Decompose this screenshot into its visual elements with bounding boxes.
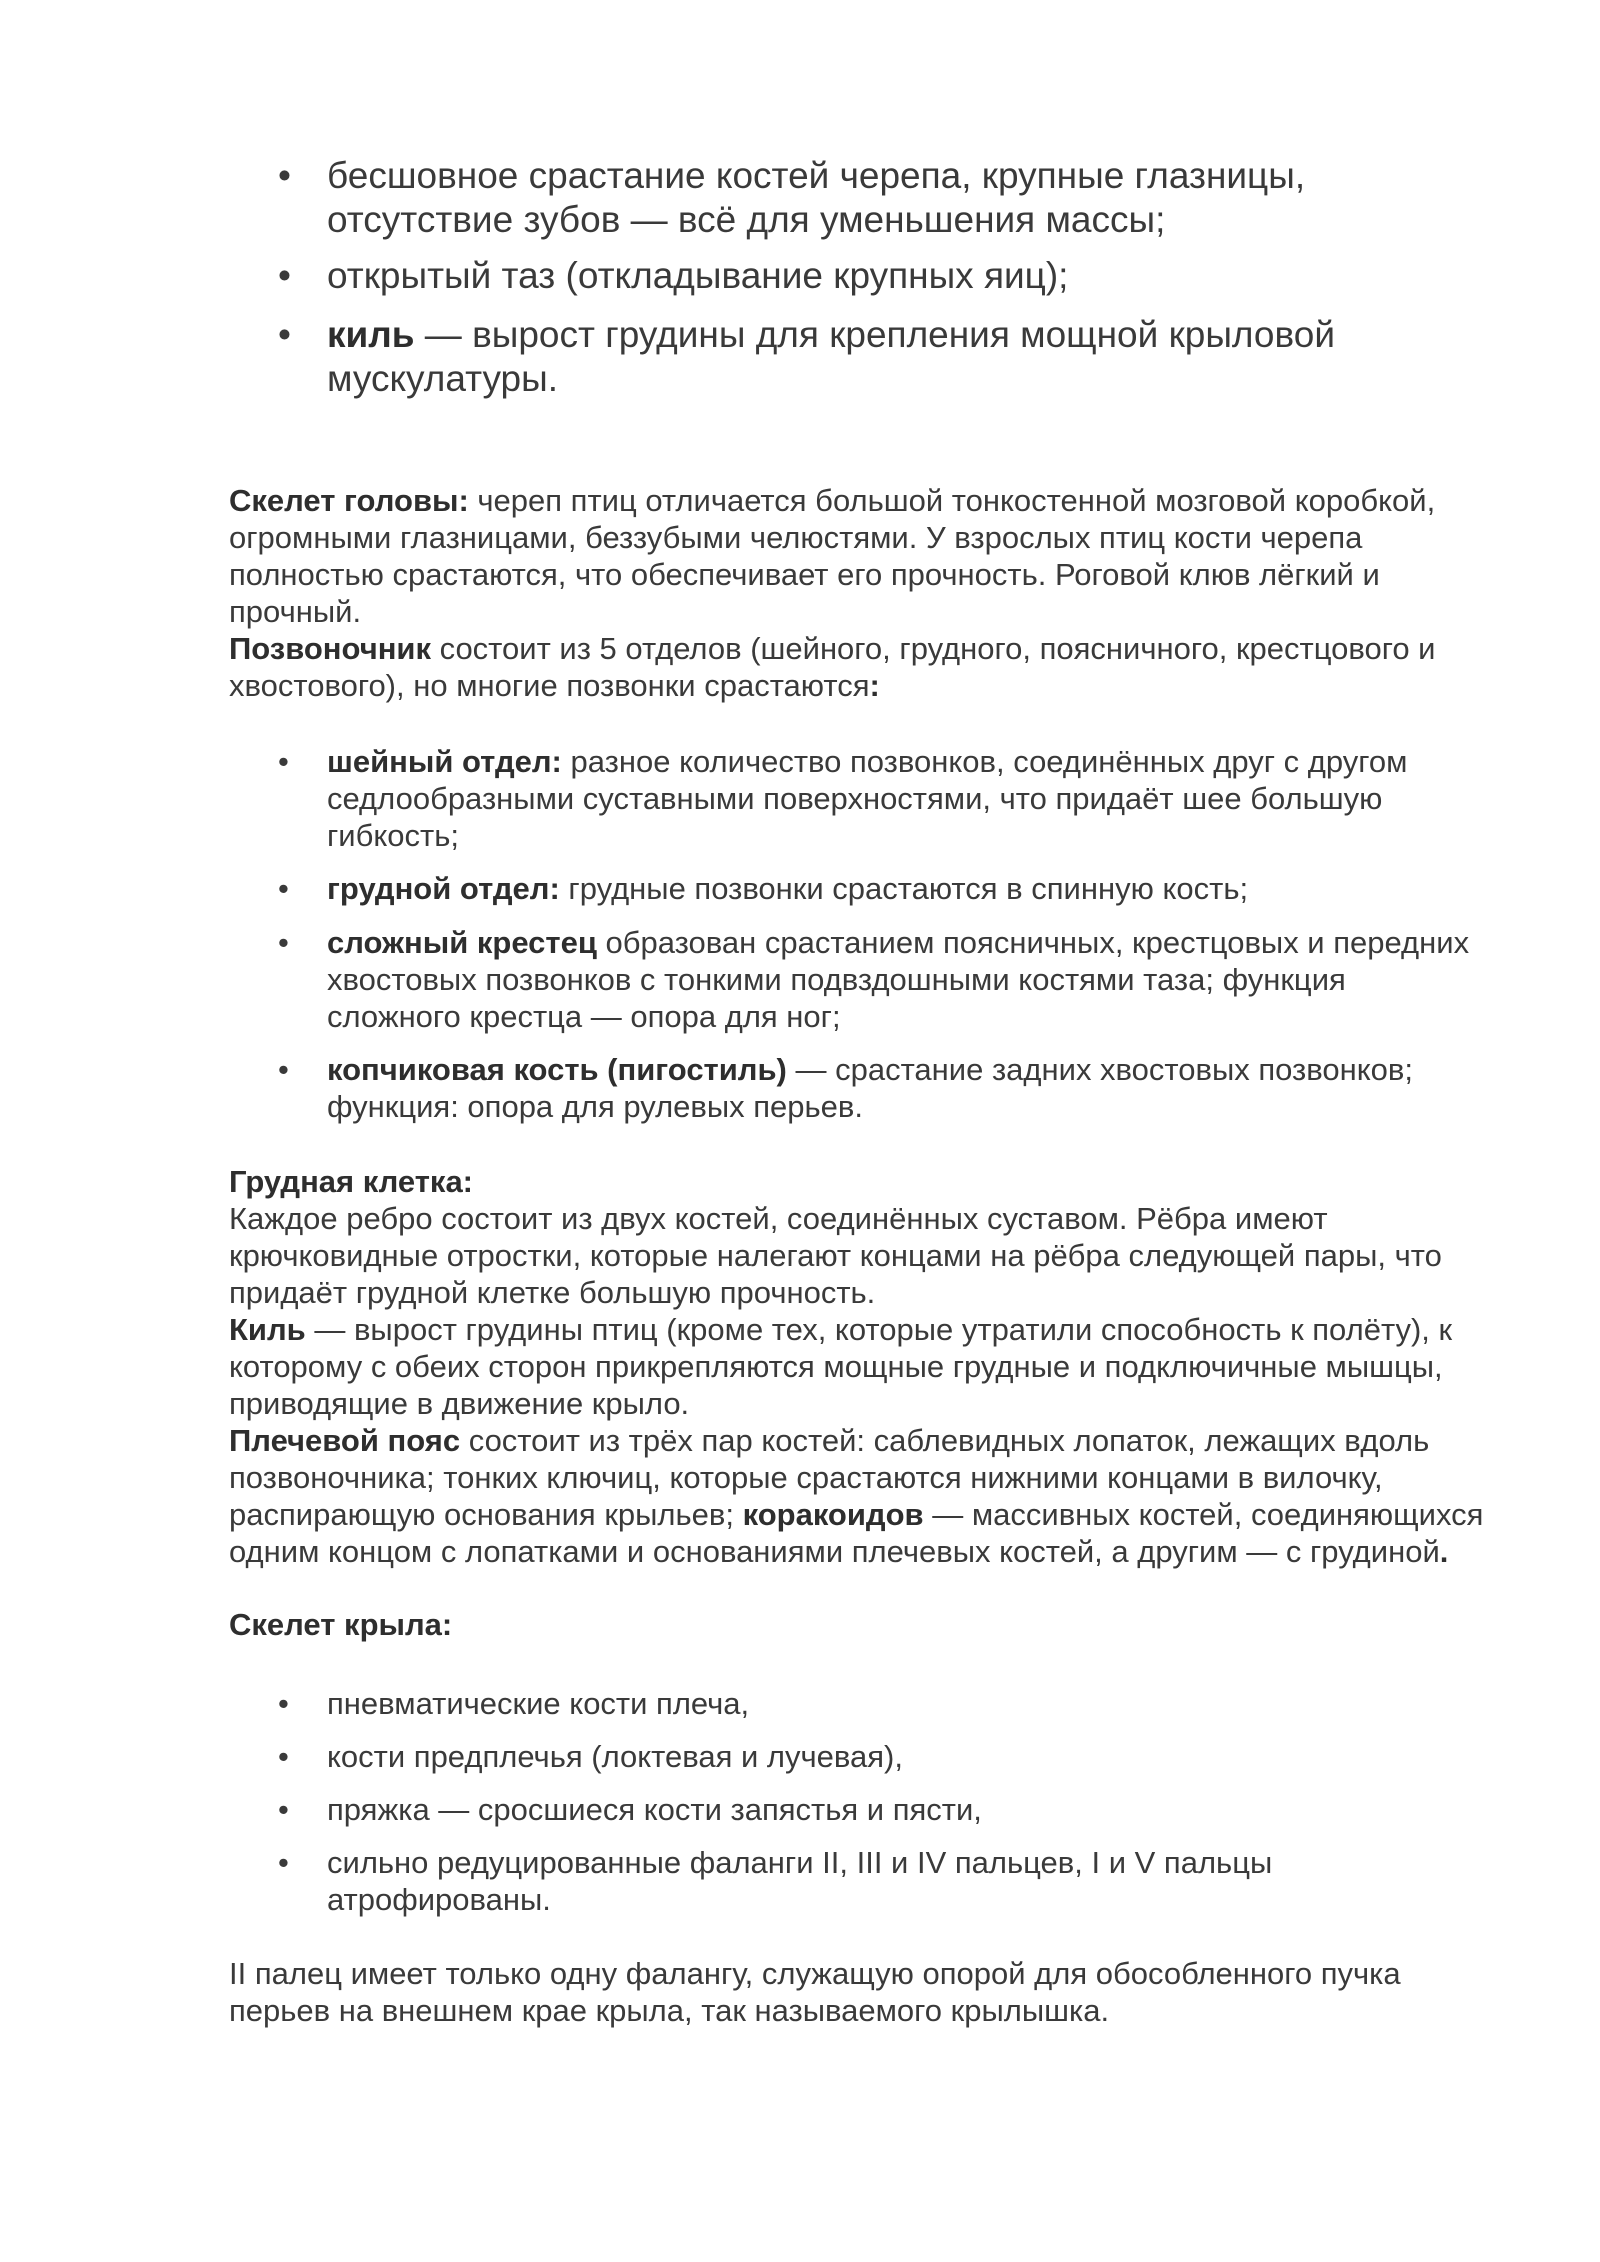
bullet: • bbox=[278, 1686, 289, 1721]
term: грудной отдел: bbox=[327, 871, 560, 906]
paragraph-head-skeleton: Скелет головы: череп птиц отличается большой тонкостенной мозговой коробкой, огромными глазницами, беззубыми челюстями. У взрослых птиц кости черепа полностью срастаются, что обеспечивает его прочность. Роговой клюв лёгкий и прочный. bbox=[229, 483, 1436, 629]
paragraph-chest: Каждое ребро состоит из двух костей, соединённых суставом. Рёбра имеют крючковидные отростки, которые налегают концами на рёбра следующей пары, что придаёт грудной клетке большую прочность. bbox=[229, 1201, 1442, 1310]
list-item-text: грудной отдел: грудные позвонки срастаются в спинную кость; bbox=[327, 871, 1249, 906]
list-item-text: пневматические кости плеча, bbox=[327, 1686, 750, 1721]
term: копчиковая кость (пигостиль) bbox=[327, 1052, 787, 1087]
bullet: • bbox=[278, 871, 289, 906]
term: коракоидов bbox=[742, 1497, 924, 1532]
list-item-text: копчиковая кость (пигостиль) — срастание задних хвостовых позвонков; функция: опора для рулевых перьев. bbox=[327, 1052, 1413, 1124]
bullet: • bbox=[278, 1739, 289, 1774]
list-item-text: бесшовное срастание костей черепа, крупные глазницы, отсутствие зубов — всё для уменьшения массы; bbox=[327, 155, 1306, 240]
list-item-text: открытый таз (откладывание крупных яиц); bbox=[327, 255, 1069, 296]
list-item-text: шейный отдел: разное количество позвонков, соединённых друг с другом седлообразными суставными поверхностями, что придаёт шее большую гибкость; bbox=[327, 744, 1408, 853]
list-item-text: пряжка — сросшиеся кости запястья и пясти, bbox=[327, 1792, 982, 1827]
bullet: • bbox=[278, 314, 291, 355]
bullet: • bbox=[278, 925, 289, 960]
term: сложный крестец bbox=[327, 925, 597, 960]
list-item-text: кости предплечья (локтевая и лучевая), bbox=[327, 1739, 903, 1774]
list-item-text: сильно редуцированные фаланги II, III и IV пальцев, I и V пальцы атрофированы. bbox=[327, 1845, 1273, 1917]
term: Скелет головы: bbox=[229, 483, 469, 518]
heading-chest: Грудная клетка: bbox=[229, 1164, 474, 1199]
term: Плечевой пояс bbox=[229, 1423, 461, 1458]
bullet: • bbox=[278, 1792, 289, 1827]
bullet: • bbox=[278, 155, 291, 196]
list-item-text: сложный крестец образован срастанием поясничных, крестцовых и передних хвостовых позвонков с тонкими подвздошными костями таза; функция сложного крестца — опора для ног; bbox=[327, 925, 1470, 1034]
paragraph-second-finger: II палец имеет только одну фалангу, служащую опорой для обособленного пучка перьев на внешнем крае крыла, так называемого крылышка. bbox=[229, 1956, 1401, 2028]
list-item-text: киль — вырост грудины для крепления мощной крыловой мускулатуры. bbox=[327, 314, 1335, 399]
paragraph-keel: Киль — вырост грудины птиц (кроме тех, которые утратили способность к полёту), к которому с обеих сторон прикрепляются мощные грудные и подключичные мышцы, приводящие в движение крыло. bbox=[229, 1312, 1453, 1421]
bullet: • bbox=[278, 255, 291, 296]
paragraph-shoulder-girdle: Плечевой пояс состоит из трёх пар костей: саблевидных лопаток, лежащих вдоль позвоночника; тонких ключиц, которые срастаются нижними концами в вилочку, распирающую основания крыльев; коракоидов — массивных костей, соединяющихся одним концом с лопатками и основаниями плечевых костей, а другим — с грудиной. bbox=[229, 1423, 1484, 1569]
term: шейный отдел: bbox=[327, 744, 562, 779]
bullet: • bbox=[278, 1052, 289, 1087]
bullet: • bbox=[278, 744, 289, 779]
paragraph-spine: Позвоночник состоит из 5 отделов (шейного, грудного, поясничного, крестцового и хвостового), но многие позвонки срастаются: bbox=[229, 631, 1436, 703]
bullet: • bbox=[278, 1845, 289, 1880]
term: Позвоночник bbox=[229, 631, 431, 666]
heading-wing-skeleton: Скелет крыла: bbox=[229, 1607, 453, 1642]
term: Киль bbox=[229, 1312, 306, 1347]
term: киль bbox=[327, 314, 415, 355]
